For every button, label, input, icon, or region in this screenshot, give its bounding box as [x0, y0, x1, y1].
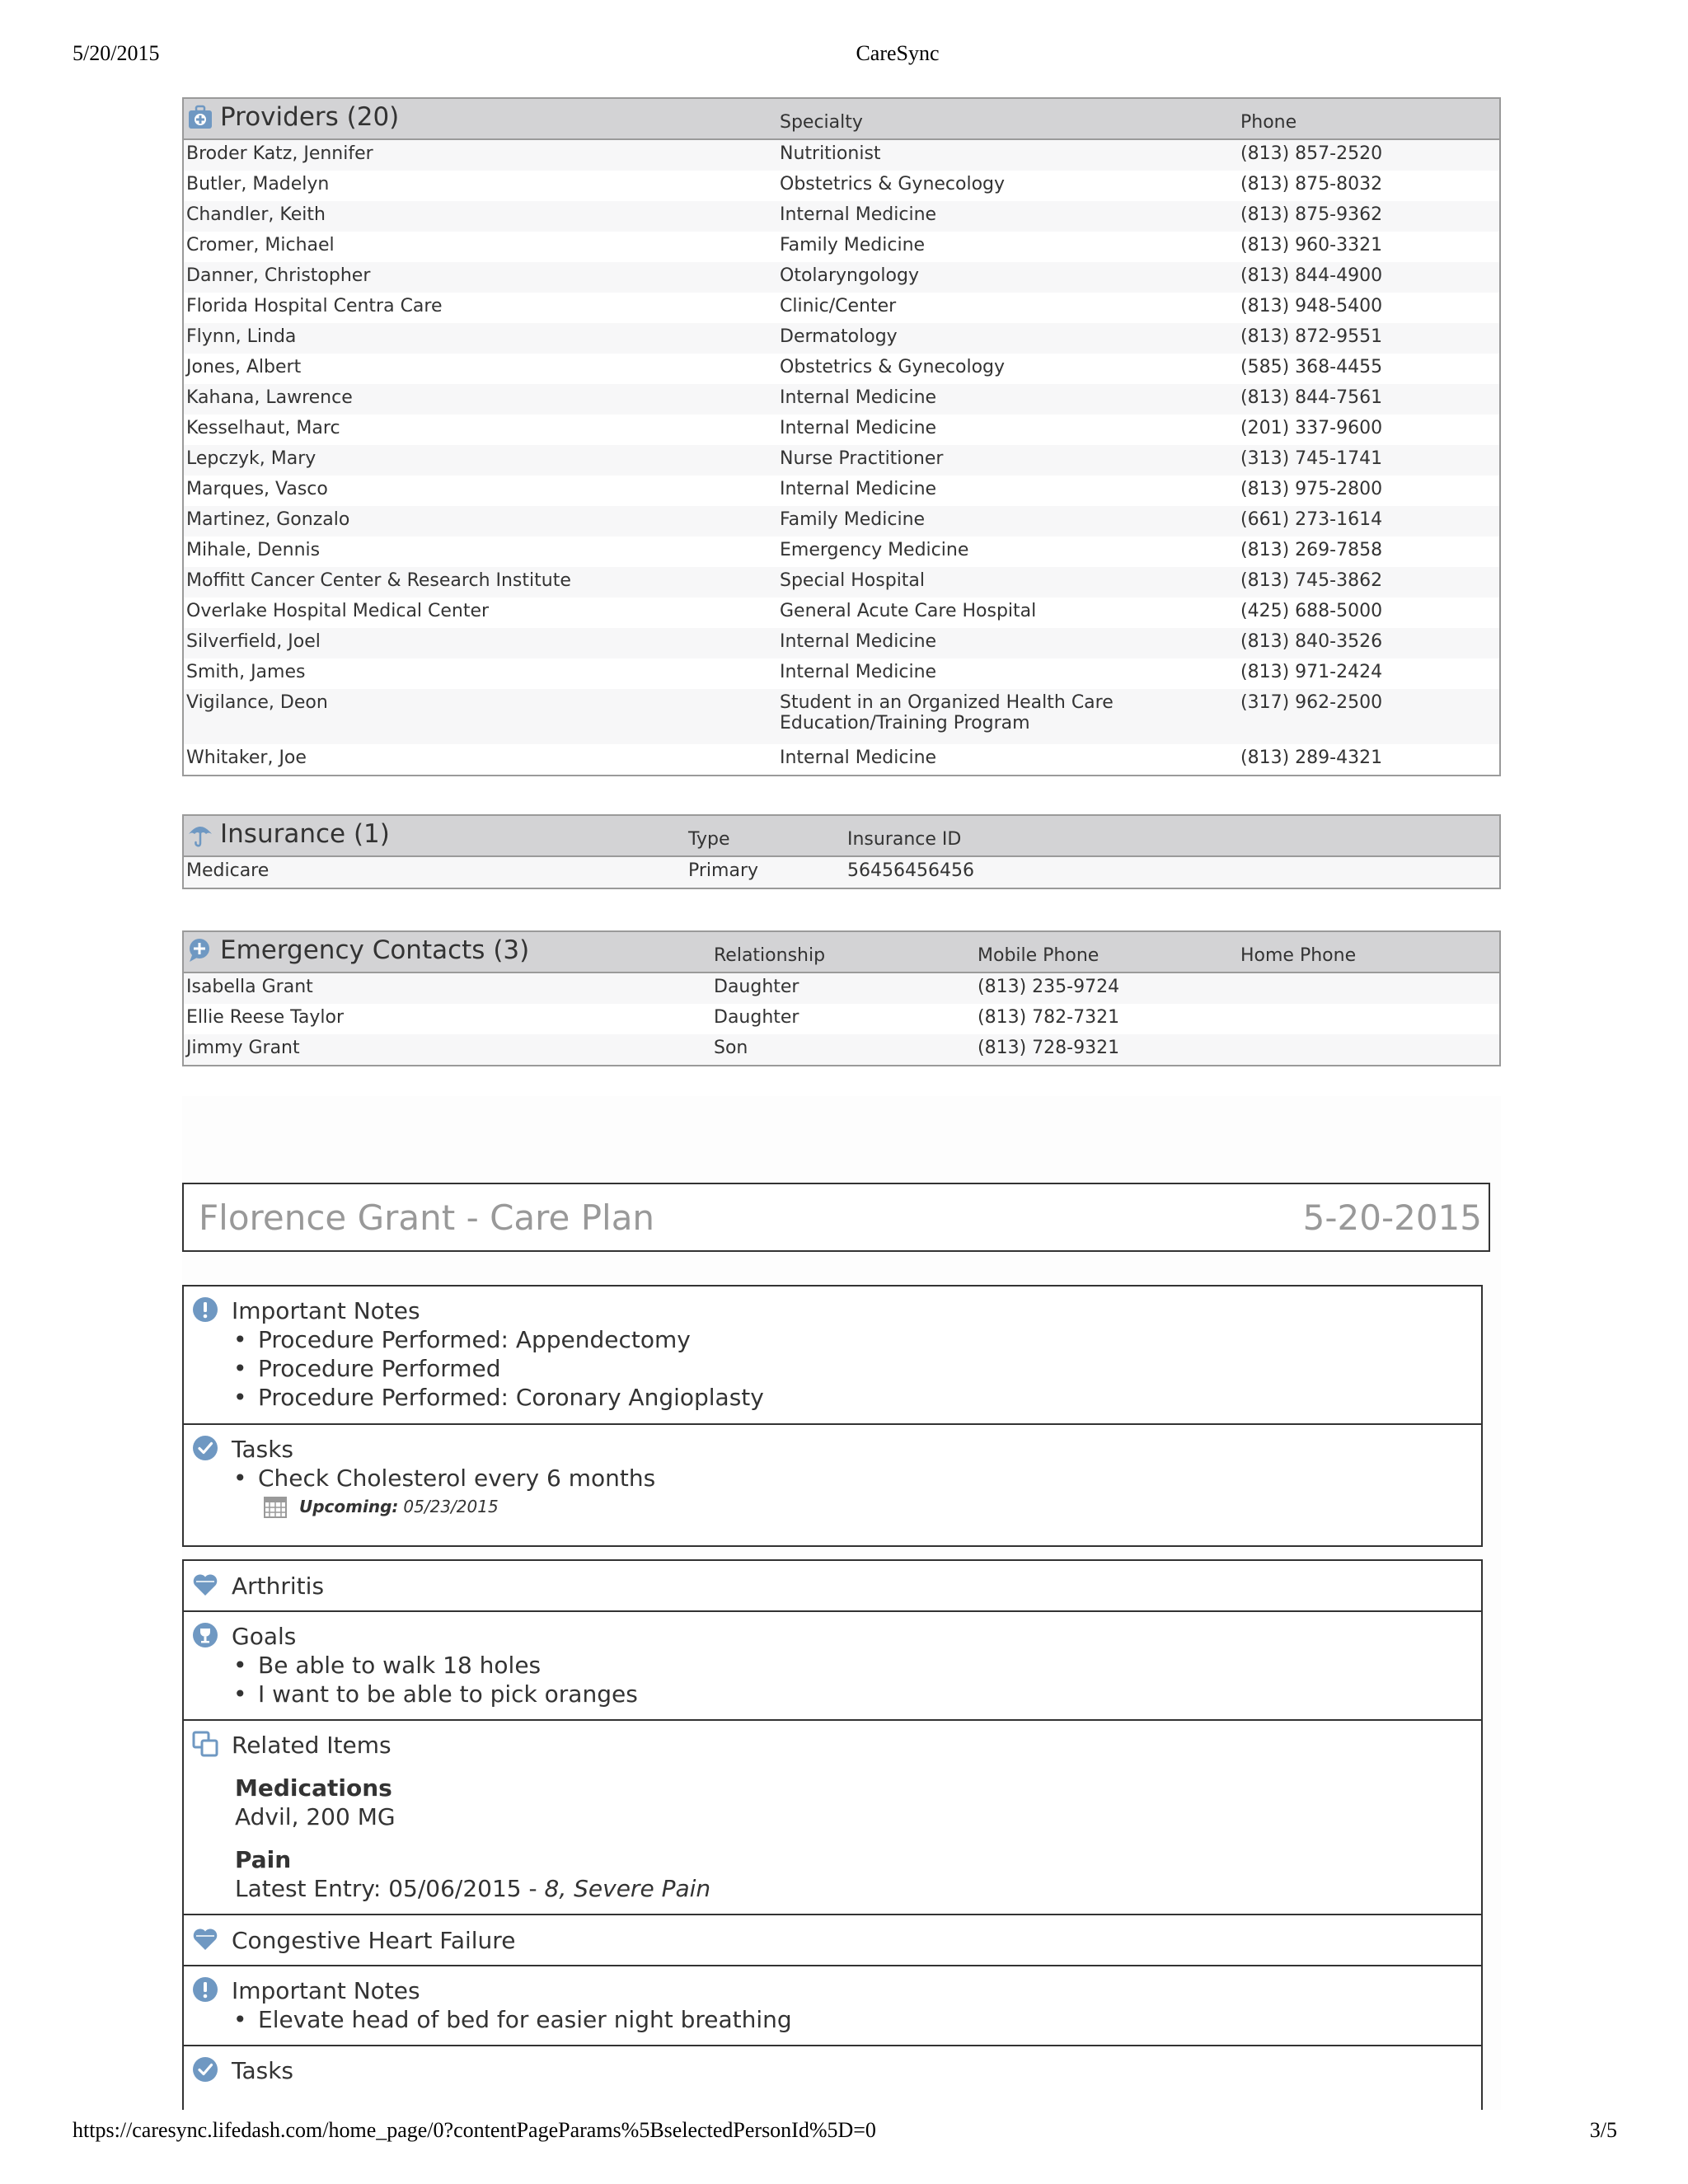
provider-specialty: Dermatology [780, 326, 898, 347]
condition-title: Arthritis [232, 1572, 325, 1600]
provider-phone: (813) 872-9551 [1240, 326, 1383, 347]
insurance-header [184, 816, 1499, 857]
contact-name: Ellie Reese Taylor [186, 1007, 345, 1028]
checkmark-icon [192, 2056, 218, 2083]
chf-tasks-section [184, 2046, 1481, 2111]
pain-value: 8, Severe Pain [544, 1875, 711, 1902]
table-row [184, 537, 1499, 567]
heart-icon [192, 1926, 218, 1952]
goals-title: Goals [232, 1623, 297, 1650]
col-insurance-id: Insurance ID [847, 829, 962, 850]
related-items-icon [192, 1731, 218, 1757]
provider-phone: (813) 857-2520 [1240, 143, 1383, 164]
insurance-id: 56456456456 [847, 860, 974, 881]
table-row [184, 689, 1499, 744]
provider-specialty: Special Hospital [780, 570, 926, 591]
table-row [184, 567, 1499, 598]
provider-phone: (317) 962-2500 [1240, 692, 1383, 713]
goals-section [184, 1612, 1481, 1721]
provider-specialty: Family Medicine [780, 509, 926, 530]
checkmark-icon [192, 1435, 218, 1461]
table-row [184, 973, 1499, 1004]
provider-phone: (813) 269-7858 [1240, 540, 1383, 560]
provider-phone: (813) 971-2424 [1240, 662, 1383, 682]
medications-value: Advil, 200 MG [235, 1803, 396, 1830]
table-row [184, 384, 1499, 415]
provider-name: Flynn, Linda [186, 326, 297, 347]
emergency-title: Emergency Contacts (3) [220, 935, 530, 965]
provider-specialty: Nutritionist [780, 143, 881, 164]
contact-mobile-phone: (813) 235-9724 [978, 977, 1120, 997]
provider-phone: (425) 688-5000 [1240, 601, 1383, 621]
emergency-header [184, 932, 1499, 973]
table-row [184, 323, 1499, 354]
note-item: • Elevate head of bed for easier night breathing [258, 2006, 792, 2033]
exclamation-icon [192, 1976, 218, 2003]
provider-phone: (813) 960-3321 [1240, 235, 1383, 255]
table-row [184, 598, 1499, 628]
provider-phone: (813) 289-4321 [1240, 748, 1383, 768]
provider-phone: (313) 745-1741 [1240, 448, 1383, 469]
table-row [184, 1004, 1499, 1034]
provider-specialty: Internal Medicine [780, 204, 937, 225]
table-row [184, 445, 1499, 476]
col-mobile-phone: Mobile Phone [978, 945, 1100, 966]
condition-arthritis [184, 1561, 1481, 1612]
providers-title: Providers (20) [220, 102, 400, 132]
care-plan-header [182, 1183, 1490, 1252]
emergency-contacts-table [182, 930, 1501, 1066]
provider-name: Kesselhaut, Marc [186, 418, 340, 438]
provider-name: Moffitt Cancer Center & Research Institute [186, 570, 571, 591]
provider-phone: (813) 875-9362 [1240, 204, 1383, 225]
note-item: • Procedure Performed: Coronary Angioplasty [258, 1384, 764, 1411]
goal-item: • I want to be able to pick oranges [258, 1680, 638, 1708]
provider-specialty: Internal Medicine [780, 631, 937, 652]
provider-name: Smith, James [186, 662, 306, 682]
col-phone: Phone [1240, 112, 1297, 133]
care-plan-title: Florence Grant - Care Plan [199, 1197, 655, 1238]
table-row [184, 415, 1499, 445]
condition-title: Congestive Heart Failure [232, 1927, 516, 1954]
provider-name: Vigilance, Deon [186, 692, 328, 713]
important-notes-section [184, 1286, 1481, 1425]
chf-important-notes-section [184, 1966, 1481, 2046]
pain-prefix: Latest Entry: 05/06/2015 - [235, 1875, 545, 1902]
provider-phone: (813) 844-7561 [1240, 387, 1383, 408]
important-notes-title: Important Notes [232, 1297, 420, 1324]
conditions-box [182, 1559, 1483, 2110]
calendar-icon [263, 1494, 288, 1519]
provider-specialty: Clinic/Center [780, 296, 897, 316]
provider-name: Marques, Vasco [186, 479, 328, 499]
provider-specialty: Internal Medicine [780, 662, 937, 682]
table-row [184, 857, 1499, 888]
provider-name: Jones, Albert [186, 357, 302, 377]
provider-specialty: Student in an Organized Health Care Education/Training Program [780, 692, 1114, 733]
provider-specialty: Family Medicine [780, 235, 926, 255]
provider-name: Danner, Christopher [186, 265, 371, 286]
table-row [184, 476, 1499, 506]
umbrella-icon [187, 821, 213, 847]
provider-phone: (585) 368-4455 [1240, 357, 1383, 377]
provider-specialty: Obstetrics & Gynecology [780, 174, 1006, 194]
related-items-title: Related Items [232, 1732, 392, 1759]
table-row [184, 262, 1499, 293]
print-url: https://caresync.lifedash.com/home_page/0?contentPageParams%5BselectedPersonId%5D=0 [73, 2118, 876, 2142]
provider-specialty: Otolaryngology [780, 265, 919, 286]
contact-relationship: Son [714, 1038, 748, 1058]
table-row [184, 140, 1499, 171]
provider-name: Florida Hospital Centra Care [186, 296, 443, 316]
upcoming-task-date [263, 1494, 499, 1519]
provider-name: Silverfield, Joel [186, 631, 321, 652]
provider-specialty: Internal Medicine [780, 418, 937, 438]
provider-name: Martinez, Gonzalo [186, 509, 350, 530]
table-row [184, 232, 1499, 262]
provider-phone: (813) 844-4900 [1240, 265, 1383, 286]
condition-chf [184, 1915, 1481, 1966]
table-row [184, 1034, 1499, 1065]
insurance-name: Medicare [186, 860, 270, 881]
important-notes-title: Important Notes [232, 1977, 420, 2004]
tasks-title: Tasks [232, 1436, 294, 1463]
medical-bag-icon [187, 104, 213, 130]
provider-phone: (813) 840-3526 [1240, 631, 1383, 652]
table-row [184, 506, 1499, 537]
contact-mobile-phone: (813) 728-9321 [978, 1038, 1120, 1058]
medications-label: Medications [235, 1774, 392, 1802]
provider-specialty: Nurse Practitioner [780, 448, 944, 469]
trophy-icon [192, 1622, 218, 1648]
providers-header [184, 99, 1499, 140]
print-title: CareSync [856, 41, 940, 65]
table-row [184, 171, 1499, 201]
provider-name: Butler, Madelyn [186, 174, 330, 194]
print-page-number: 3/5 [1589, 2118, 1617, 2142]
insurance-type: Primary [688, 860, 759, 881]
exclamation-icon [192, 1296, 218, 1323]
col-relationship: Relationship [714, 945, 826, 966]
provider-phone: (201) 337-9600 [1240, 418, 1383, 438]
table-row [184, 201, 1499, 232]
provider-phone: (813) 948-5400 [1240, 296, 1383, 316]
providers-table [182, 97, 1501, 776]
table-row [184, 293, 1499, 323]
task-item: • Check Cholesterol every 6 months [258, 1465, 655, 1492]
col-specialty: Specialty [780, 112, 863, 133]
provider-specialty: Obstetrics & Gynecology [780, 357, 1006, 377]
provider-name: Whitaker, Joe [186, 748, 307, 768]
provider-phone: (813) 745-3862 [1240, 570, 1383, 591]
provider-name: Cromer, Michael [186, 235, 335, 255]
heart-icon [192, 1572, 218, 1598]
tasks-title: Tasks [232, 2057, 294, 2084]
contact-mobile-phone: (813) 782-7321 [978, 1007, 1120, 1028]
provider-name: Broder Katz, Jennifer [186, 143, 373, 164]
provider-name: Lepczyk, Mary [186, 448, 316, 469]
provider-phone: (813) 975-2800 [1240, 479, 1383, 499]
print-date: 5/20/2015 [73, 41, 160, 65]
provider-specialty: General Acute Care Hospital [780, 601, 1037, 621]
provider-specialty: Emergency Medicine [780, 540, 969, 560]
provider-name: Overlake Hospital Medical Center [186, 601, 490, 621]
provider-name: Mihale, Dennis [186, 540, 321, 560]
care-plan-date: 5-20-2015 [1302, 1197, 1482, 1238]
col-type: Type [688, 829, 730, 850]
note-item: • Procedure Performed: Appendectomy [258, 1326, 691, 1353]
table-row [184, 628, 1499, 658]
related-items-section [184, 1721, 1481, 1915]
pain-latest-entry [235, 1875, 710, 1902]
insurance-table [182, 814, 1501, 889]
contact-relationship: Daughter [714, 977, 799, 997]
provider-specialty: Internal Medicine [780, 387, 937, 408]
note-item: • Procedure Performed [258, 1355, 501, 1382]
provider-specialty: Internal Medicine [780, 479, 937, 499]
pain-label: Pain [235, 1846, 292, 1873]
provider-phone: (813) 875-8032 [1240, 174, 1383, 194]
table-row [184, 354, 1499, 384]
provider-specialty: Internal Medicine [780, 748, 937, 768]
insurance-title: Insurance (1) [220, 819, 390, 849]
contact-plus-icon [187, 937, 213, 963]
goal-item: • Be able to walk 18 holes [258, 1652, 541, 1679]
table-row [184, 744, 1499, 775]
provider-name: Chandler, Keith [186, 204, 326, 225]
provider-phone: (661) 273-1614 [1240, 509, 1383, 530]
upcoming-label: Upcoming: [299, 1497, 399, 1516]
contact-name: Jimmy Grant [186, 1038, 300, 1058]
col-home-phone: Home Phone [1240, 945, 1357, 966]
tasks-section [184, 1425, 1481, 1545]
contact-name: Isabella Grant [186, 977, 313, 997]
upcoming-date: 05/23/2015 [403, 1497, 499, 1516]
table-row [184, 658, 1499, 689]
provider-name: Kahana, Lawrence [186, 387, 353, 408]
contact-relationship: Daughter [714, 1007, 799, 1028]
general-care-box [182, 1285, 1483, 1547]
